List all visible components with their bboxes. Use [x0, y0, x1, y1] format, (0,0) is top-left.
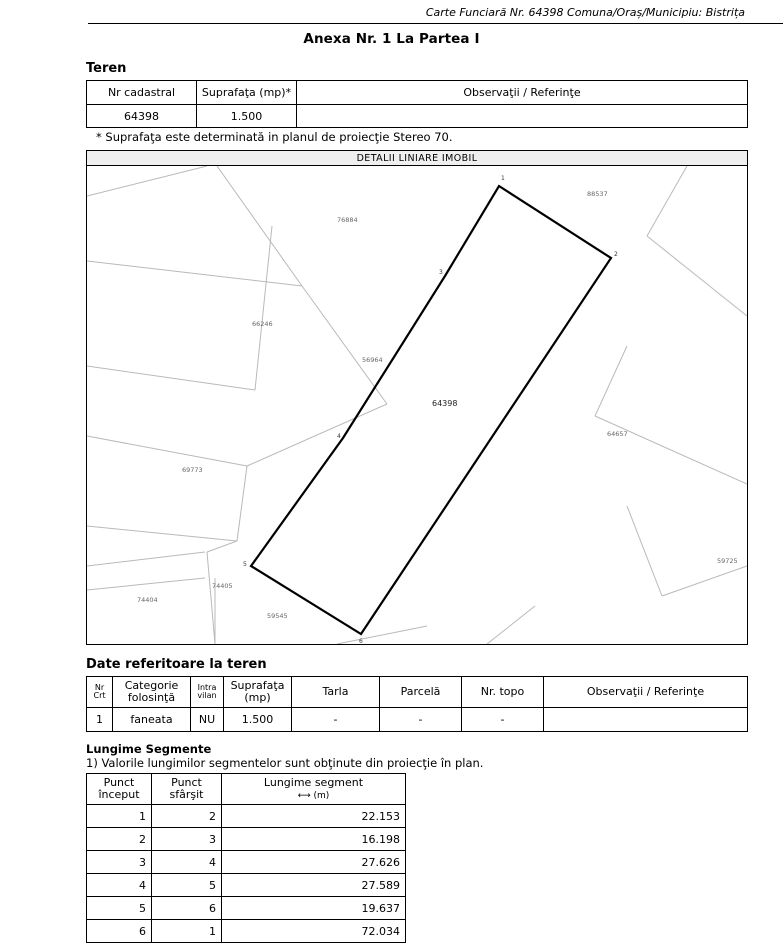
cell-intravilan: NU — [191, 708, 224, 732]
col-intravilan: Intra vilan — [191, 677, 224, 708]
table-row — [87, 105, 748, 128]
segmente-title: Lungime Segmente — [86, 742, 212, 756]
col-suprafata: Suprafaţa (mp)* — [197, 81, 297, 105]
col-punct-inceput: Punct început — [87, 774, 152, 805]
col-nr-crt: Nr Crt — [87, 677, 113, 708]
cadastral-header: Carte Funciară Nr. 64398 Comuna/Oraș/Municipiu: Bistrița — [425, 6, 745, 19]
table-row — [87, 828, 406, 851]
cell-observatii — [297, 105, 748, 128]
neighbor-label: 56964 — [362, 356, 383, 364]
vertex-label: 6 — [359, 638, 363, 644]
table-row — [87, 805, 406, 828]
cell-length: 27.589 — [222, 874, 406, 897]
vertex-label-group — [243, 175, 618, 644]
cell-start: 3 — [87, 851, 152, 874]
col-nr-cadastral: Nr cadastral — [87, 81, 197, 105]
cell-start: 2 — [87, 828, 152, 851]
table-row — [87, 920, 406, 943]
segmente-body — [87, 805, 406, 943]
col-nr-topo: Nr. topo — [462, 677, 544, 708]
col-suprafata: Suprafaţa (mp) — [224, 677, 292, 708]
neighbor-label: 69773 — [182, 466, 203, 474]
cell-end: 2 — [152, 805, 222, 828]
cell-end: 1 — [152, 920, 222, 943]
table-header-row — [87, 774, 406, 805]
table-header-row — [87, 677, 748, 708]
segmente-note: 1) Valorile lungimilor segmentelor sunt obţinute din proiecţie în plan. — [86, 756, 484, 770]
cell-suprafata: 1.500 — [197, 105, 297, 128]
vertex-label: 3 — [439, 269, 443, 276]
neighbor-label: 59725 — [717, 557, 738, 565]
cadastral-map-svg — [87, 166, 747, 644]
cell-observatii — [544, 708, 748, 732]
cell-length: 19.637 — [222, 897, 406, 920]
cell-nr-topo: - — [462, 708, 544, 732]
cell-start: 4 — [87, 874, 152, 897]
neighbor-label: 76884 — [337, 216, 358, 224]
table-row — [87, 708, 748, 732]
cell-categorie: faneata — [113, 708, 191, 732]
cell-start: 5 — [87, 897, 152, 920]
vertex-label: 5 — [243, 561, 247, 568]
teren-table — [86, 80, 748, 128]
neighbor-label: 66246 — [252, 320, 273, 328]
map-container — [86, 150, 748, 645]
cell-nr-cadastral: 64398 — [87, 105, 197, 128]
neighbor-parcels — [87, 166, 747, 644]
cell-start: 6 — [87, 920, 152, 943]
parcel-outline — [251, 186, 611, 634]
cell-end: 6 — [152, 897, 222, 920]
page-title: Anexa Nr. 1 La Partea I — [303, 31, 480, 47]
col-observatii: Observaţii / Referinţe — [297, 81, 748, 105]
col-observatii: Observaţii / Referinţe — [544, 677, 748, 708]
neighbor-label: 74404 — [137, 596, 158, 604]
vertex-label: 1 — [501, 175, 505, 182]
col-lungime-segment: Lungime segment ⟷ (m) — [222, 774, 406, 805]
parcel-label: 64398 — [432, 399, 458, 408]
neighbor-label: 64657 — [607, 430, 628, 438]
map-caption: DETALII LINIARE IMOBIL — [87, 151, 747, 166]
header-divider — [88, 23, 783, 24]
vertex-label: 4 — [337, 433, 341, 440]
cell-start: 1 — [87, 805, 152, 828]
cell-end: 5 — [152, 874, 222, 897]
map-body — [87, 166, 747, 644]
col-categorie: Categorie folosinţă — [113, 677, 191, 708]
cell-parcela: - — [380, 708, 462, 732]
col-tarla: Tarla — [292, 677, 380, 708]
teren-footnote: * Suprafaţa este determinată in planul de proiecţie Stereo 70. — [96, 130, 453, 144]
cell-length: 72.034 — [222, 920, 406, 943]
cell-suprafata: 1.500 — [224, 708, 292, 732]
teren-section-title: Teren — [86, 61, 127, 76]
cell-end: 3 — [152, 828, 222, 851]
cell-end: 4 — [152, 851, 222, 874]
cell-length: 22.153 — [222, 805, 406, 828]
cell-tarla: - — [292, 708, 380, 732]
date-teren-title: Date referitoare la teren — [86, 657, 267, 672]
neighbor-label: 88537 — [587, 190, 608, 198]
date-teren-table — [86, 676, 748, 732]
table-header-row — [87, 81, 748, 105]
neighbor-label: 59545 — [267, 612, 288, 620]
col-punct-sfarsit: Punct sfârşit — [152, 774, 222, 805]
cell-length: 27.626 — [222, 851, 406, 874]
col-parcela: Parcelă — [380, 677, 462, 708]
cell-length: 16.198 — [222, 828, 406, 851]
segmente-table — [86, 773, 406, 943]
table-row — [87, 874, 406, 897]
neighbor-label: 74405 — [212, 582, 233, 590]
table-row — [87, 851, 406, 874]
vertex-label: 2 — [614, 251, 618, 258]
cell-nr-crt: 1 — [87, 708, 113, 732]
